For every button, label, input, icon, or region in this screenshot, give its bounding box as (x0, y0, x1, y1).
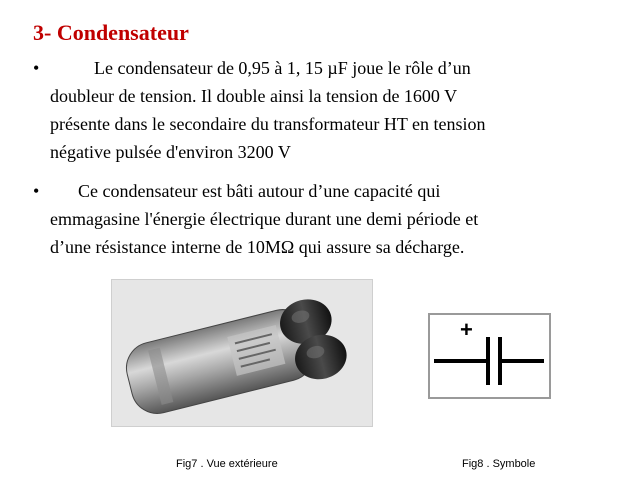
section-title: 3- Condensateur (33, 20, 189, 45)
paragraph-line: négative pulsée d'environ 3200 V (50, 142, 291, 162)
paragraph-first (50, 54, 590, 166)
paragraph-line: d’une résistance interne de 10MΩ qui assure sa décharge. (50, 237, 465, 257)
capacitor-symbol (428, 313, 551, 399)
bullet-marker: • (33, 181, 40, 201)
paragraph-line: doubleur de tension. Il double ainsi la tension de 1600 V (50, 86, 458, 106)
paragraph-line: Le condensateur de 0,95 à 1, 15 µF joue le rôle d’un (94, 58, 471, 78)
bullet-marker: • (33, 58, 40, 78)
fig7-caption: Fig7 . Vue extérieure (176, 458, 278, 470)
plus-sign: + (460, 317, 473, 342)
capacitor-photo (111, 279, 373, 427)
paragraph-line: Ce condensateur est bâti autour d’une capacité qui (78, 181, 441, 201)
paragraph-line: présente dans le secondaire du transformateur HT en tension (50, 114, 486, 134)
paragraph-line: emmagasine l'énergie électrique durant une demi période et (50, 209, 479, 229)
capacitor-symbol-icon (430, 315, 549, 397)
paragraph-second (50, 177, 590, 261)
capacitor-icon (112, 280, 372, 426)
fig8-caption: Fig8 . Symbole (462, 458, 536, 470)
